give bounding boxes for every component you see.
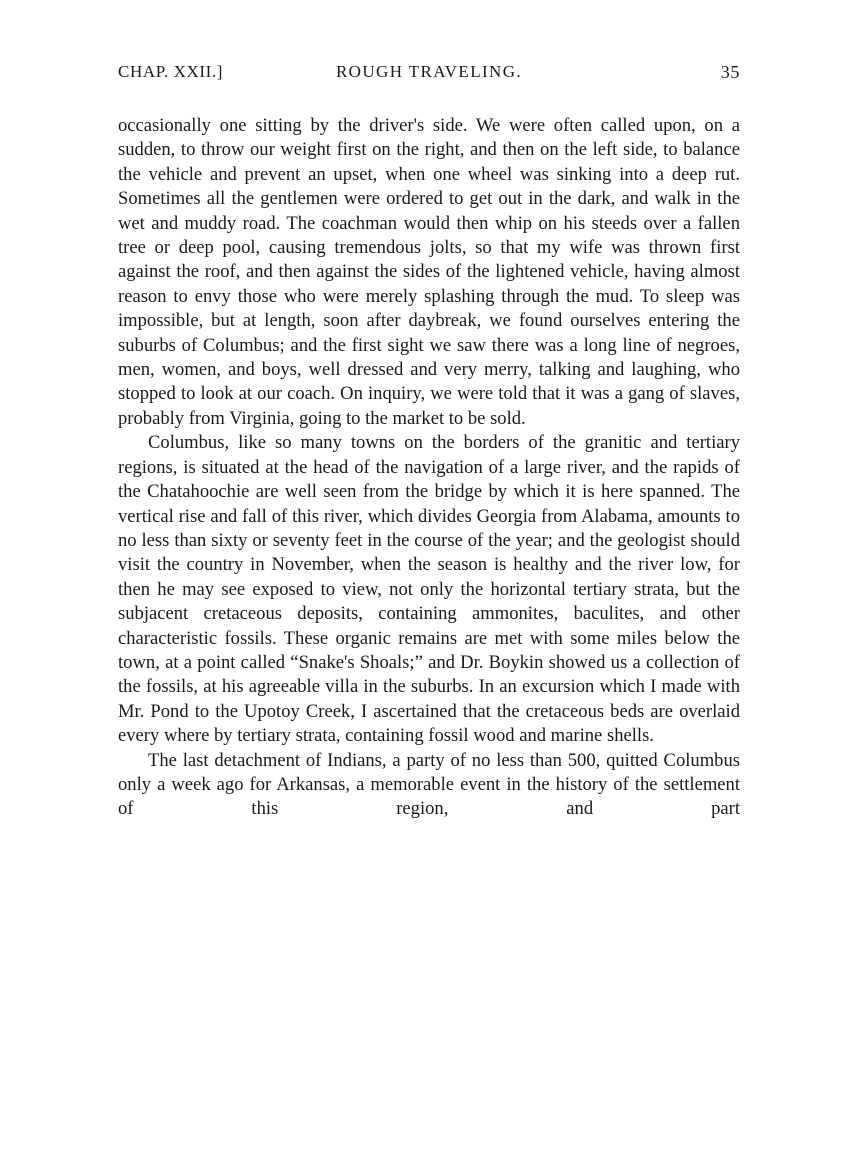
- page-number: 35: [720, 62, 740, 82]
- paragraph-columbus: Columbus, like so many towns on the borders of the granitic and tertiary regions, is situated at the head of the navigation of a large river, and the rapids of the Chatahoochie are well seen from the bridge by which it is here spanned. The vertical rise and fall of this river, which divides Georgia from Alabama, amounts to no less than sixty or seventy feet in the course of the year; and the geologist should visit the country in November, when the season is healthy and the river low, for then he may see exposed to view, not only the horizontal tertiary strata, but the subjacent cretaceous deposits, containing ammonites, baculites, and other characteristic fossils. These organic remains are met with some miles below the town, at a point called “Snake's Shoals;” and Dr. Boykin showed us a collection of the fossils, at his agreeable villa in the suburbs. In an excursion which I made with Mr. Pond to the Upotoy Creek, I ascertained that the cretaceous beds are overlaid every where by tertiary strata, containing fossil wood and marine shells.: [118, 432, 740, 747]
- chapter-label: CHAP. XXII.]: [118, 62, 223, 81]
- paragraph-continued: occasionally one sitting by the driver's side. We were often called upon, on a sudden, to throw our weight first on the right, and then on the left side, to balance the vehicle and prevent an upset, when one wheel was sinking into a deep rut. Sometimes all the gentlemen were ordered to get out in the dark, and walk in the wet and muddy road. The coachman would then whip on his steeds over a fallen tree or deep pool, causing tremendous jolts, so that my wife was thrown first against the roof, and then against the sides of the lightened vehicle, having almost reason to envy those who were merely splashing through the mud. To sleep was impossible, but at length, soon after daybreak, we found ourselves entering the suburbs of Columbus; and the first sight we saw there was a long line of negroes, men, women, and boys, well dressed and very merry, talking and laughing, who stopped to look at our coach. On inquiry, we were told that it was a gang of slaves, probably from Virginia, going to the market to be sold.: [118, 115, 740, 429]
- running-title: ROUGH TRAVELING.: [335, 62, 523, 81]
- paragraph-indians: The last detachment of Indians, a party of no less than 500, quitted Columbus only a week ago for Arkansas, a memorable event in the history of the settlement of this region, and part: [118, 749, 740, 820]
- body-text: [118, 114, 740, 822]
- running-head: [118, 62, 740, 88]
